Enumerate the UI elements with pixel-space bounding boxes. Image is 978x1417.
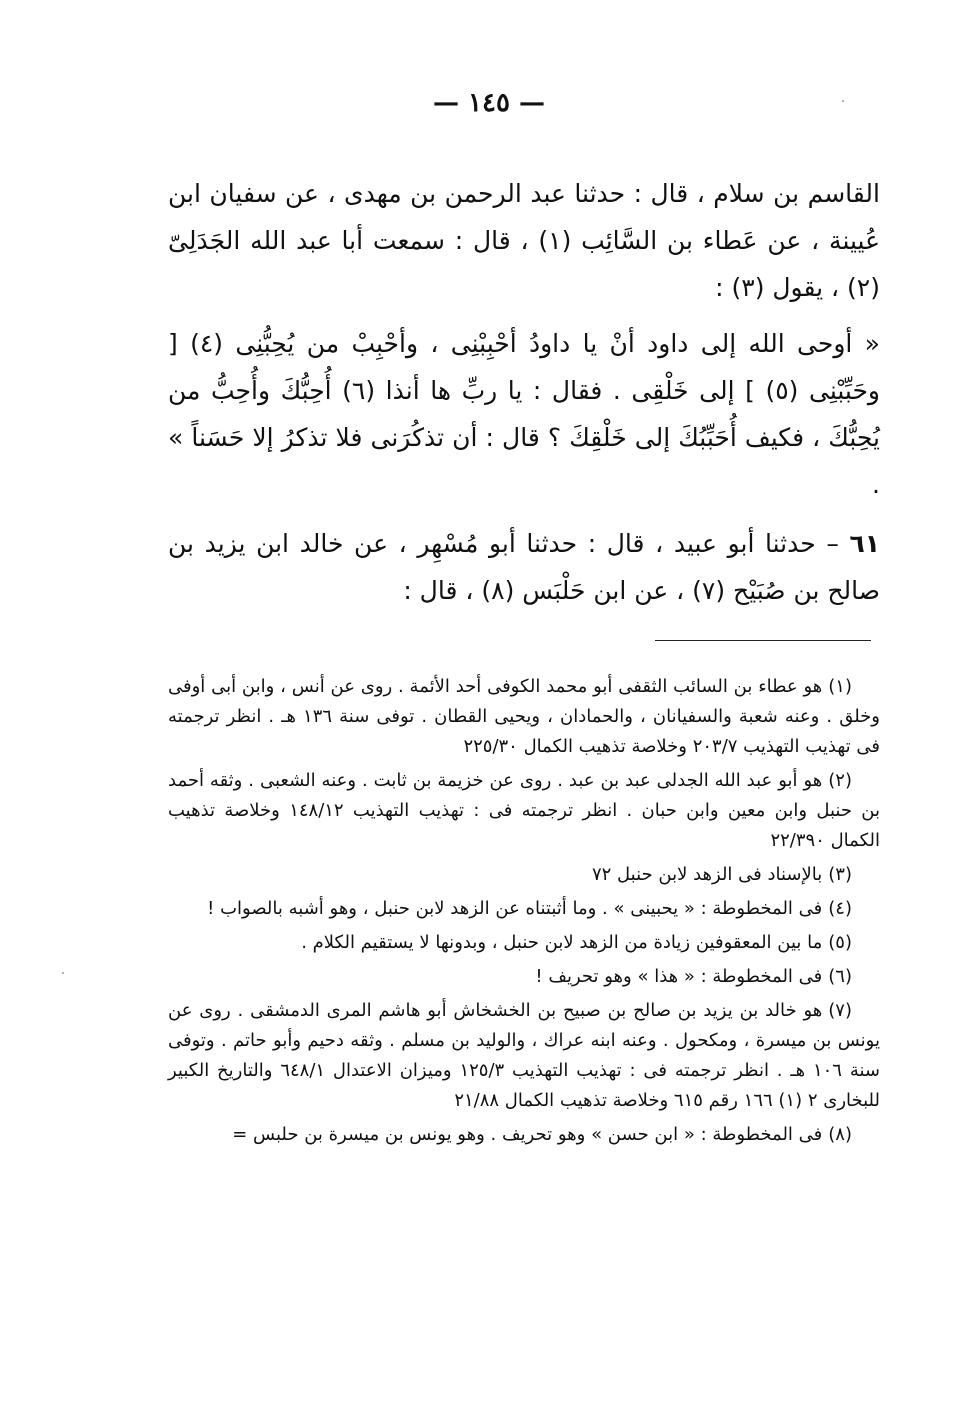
footnote-number: (٧) xyxy=(828,1000,852,1021)
intro-paragraph xyxy=(168,170,880,311)
footnote-text: هو خالد بن يزيد بن صالح بن صبيح بن الخشخاش أبو هاشم المرى الدمشقى . روى عن يونس بن ميسرة ، ومكحول . وعنه ابنه عراك ، والوليد بن مسلم . وثقه دحيم وأبو حاتم . وتوفى سنة ١٠٦ هـ . انظر ترجمته فى : تهذيب التهذيب ١٢٥/٣ وميزان الاعتدال ٦٤٨/١ والتاريخ الكبير للبخارى ٢ (١) ١٦٦ رقم ٦١٥ وخلاصة تذهيب الكمال ٢١/٨٨ xyxy=(168,1000,880,1111)
footnote-3 xyxy=(168,860,880,890)
hadith-paragraph xyxy=(168,520,880,614)
footnote-text: هو عطاء بن السائب الثقفى أبو محمد الكوفى أحد الأئمة . روى عن أنس ، وابن أبى أوفى وخلق . وعنه شعبة والسفيانان ، والحمادان ، ويحيى القطان . توفى سنة ١٣٦ هـ . انظر ترجمته فى تهذيب التهذيب ٢٠٣/٧ وخلاصة تذهيب الكمال ٢٢٥/٣٠ xyxy=(168,676,880,757)
footnote-text: فى المخطوطة : « هذا » وهو تحريف ! xyxy=(535,966,823,987)
footnote-text: ما بين المعقوفين زيادة من الزهد لابن حنبل ، وبدونها لا يستقيم الكلام . xyxy=(301,932,823,953)
footnote-text: هو أبو عبد الله الجدلى عبد بن عبد . روى عن خزيمة بن ثابت . وعنه الشعبى . وثقه أحمد بن حنبل وابن معين وابن حبان . انظر ترجمته فى : تهذيب التهذيب ١٤٨/١٢ وخلاصة تذهيب الكمال ٢٢/٣٩٠ xyxy=(168,770,880,851)
footnote-number: (٥) xyxy=(828,932,852,953)
hadith-number: ٦١ xyxy=(849,529,880,558)
footnote-text: فى المخطوطة : « ابن حسن » وهو تحريف . وهو يونس بن ميسرة بن حلبس = xyxy=(232,1124,823,1145)
footnote-4 xyxy=(168,894,880,924)
footnote-number: (٣) xyxy=(828,864,852,885)
footnote-7 xyxy=(168,996,880,1116)
quote-text: « أوحى الله إلى داود أنْ يا داودُ أحْبِبْنِى ، وأحْبِبْ من يُحِبُّنِى (٤) [ وحَبِّبْنِى (٥) ] إلى خَلْقِى . فقال : يا ربِّ ها أنذا (٦) أُحِبُّكَ وأُحِبُّ من يُحِبُّكَ ، فكيف أُحَبِّبُكَ إلى خَلْقِكَ ؟ قال : أن تذكُرَنى فلا تذكرُ إلا حَسَناً » . xyxy=(168,329,880,499)
footnote-6 xyxy=(168,962,880,992)
scan-speck xyxy=(842,100,844,102)
footnote-5 xyxy=(168,928,880,958)
footnotes-section xyxy=(168,672,880,1154)
intro-text: القاسم بن سلام ، قال : حدثنا عبد الرحمن بن مهدى ، عن سفيان ابن عُيينة ، عن عَطاء بن السَّائِب (١) ، قال : سمعت أبا عبد الله الجَدَلِىّ (٢) ، يقول (٣) : xyxy=(168,179,880,302)
hadith-body xyxy=(168,520,880,614)
footnote-separator xyxy=(655,640,871,641)
footnote-number: (٤) xyxy=(828,898,852,919)
footnote-2 xyxy=(168,766,880,856)
footnote-number: (١) xyxy=(828,676,852,697)
scan-speck xyxy=(62,972,64,974)
footnote-text: فى المخطوطة : « يحبينى » . وما أثبتناه عن الزهد لابن حنبل ، وهو أشبه بالصواب ! xyxy=(207,898,823,919)
footnote-number: (٢) xyxy=(828,770,852,791)
footnote-number: (٨) xyxy=(828,1124,852,1145)
footnote-number: (٦) xyxy=(828,966,852,987)
footnote-8 xyxy=(168,1120,880,1150)
footnote-text: بالإسناد فى الزهد لابن حنبل ٧٢ xyxy=(591,864,823,885)
page-number: — ١٤٥ — xyxy=(432,88,546,118)
footnote-1 xyxy=(168,672,880,762)
quote-paragraph xyxy=(168,320,880,508)
hadith-text: – حدثنا أبو عبيد ، قال : حدثنا أبو مُسْهِر ، عن خالد ابن يزيد بن صالح بن صُبَيْح (٧) ، عن ابن حَلْبَس (٨) ، قال : xyxy=(168,529,880,605)
